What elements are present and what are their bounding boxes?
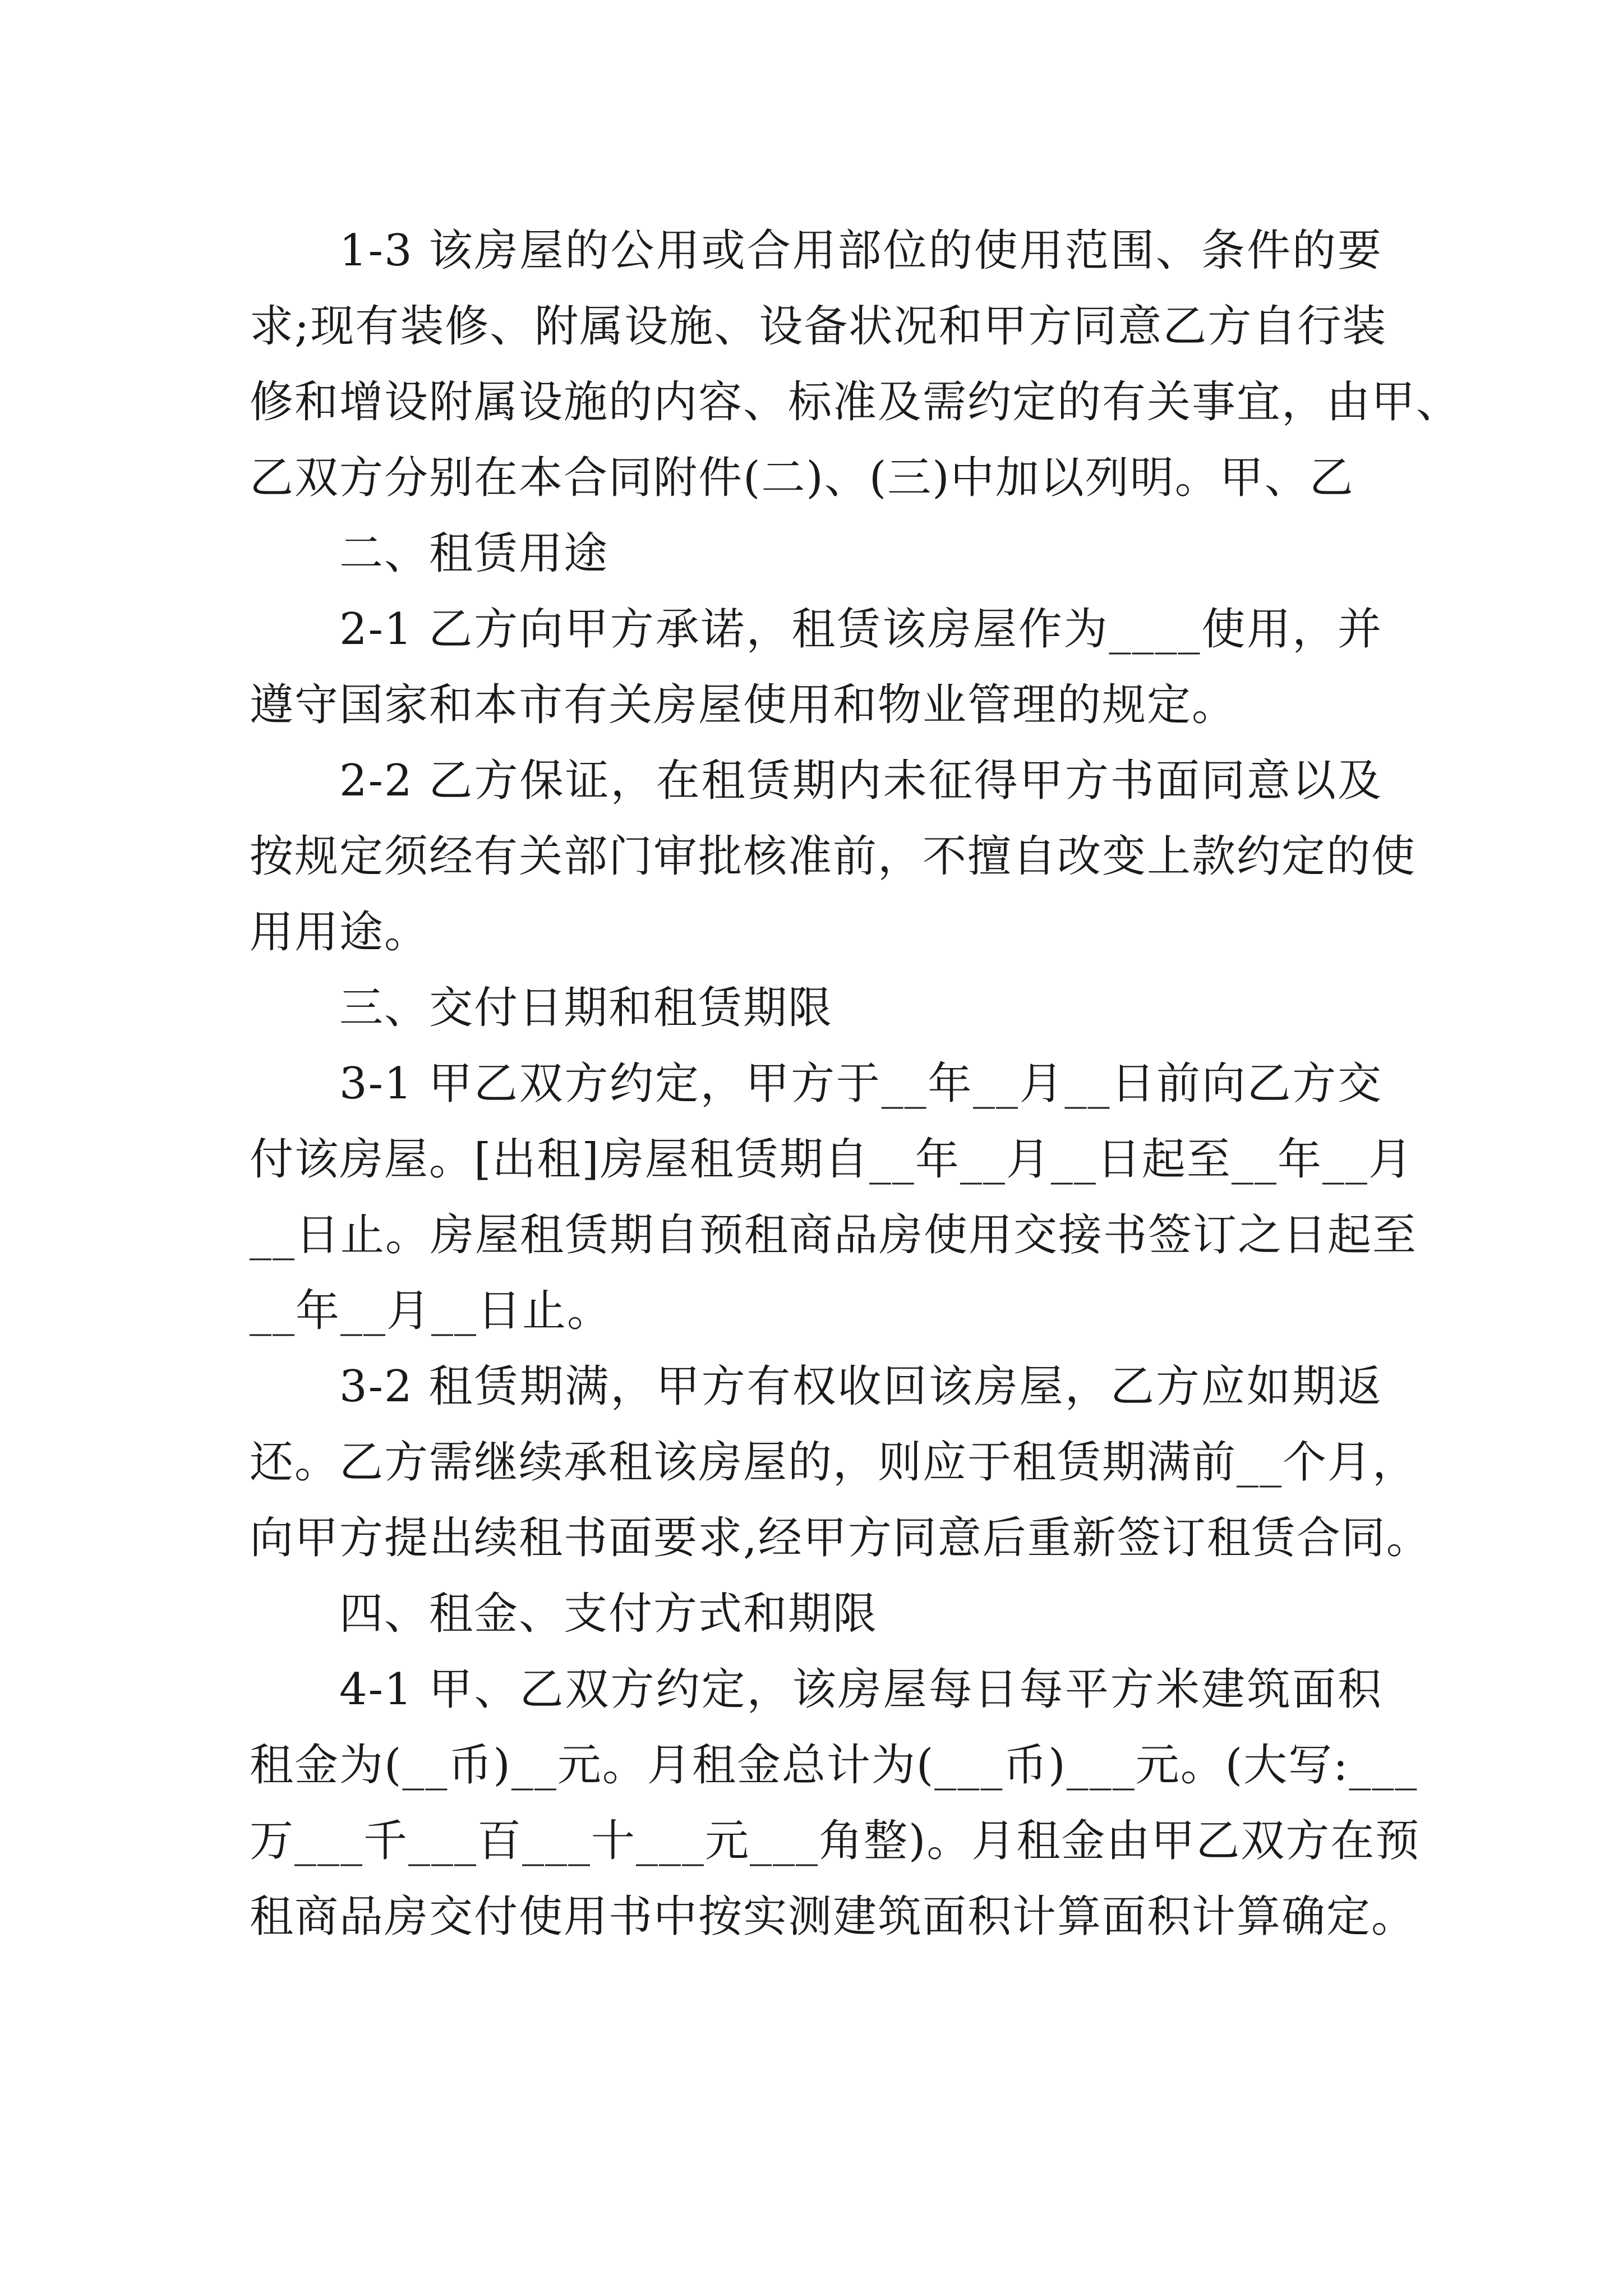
text-line: 1-3 该房屋的公用或合用部位的使用范围、条件的要 [339,226,1382,276]
text-line: 万___千___百___十___元___角整)。月租金由甲乙双方在预 [250,1816,1421,1866]
text-line: 按规定须经有关部门审批核准前，不擅自改变上款约定的使 [250,831,1417,882]
text-line: 付该房屋。[出租]房屋租赁期自__年__月__日起至__年__月 [250,1134,1413,1185]
text-line: 还。乙方需继续承租该房屋的，则应于租赁期满前__个月， [250,1437,1418,1488]
text-line: 2-1 乙方向甲方承诺，租赁该房屋作为____使用，并 [339,604,1382,655]
text-line: 租商品房交付使用书中按实测建筑面积计算面积计算确定。 [250,1892,1417,1942]
text-line: 租金为(__币)__元。月租金总计为(___币)___元。(大写:___ [250,1740,1418,1791]
section-heading: 三、交付日期和租赁期限 [339,983,833,1033]
text-line: 2-2 乙方保证，在租赁期内未征得甲方书面同意以及 [339,756,1382,806]
text-line: 求;现有装修、附属设施、设备状况和甲方同意乙方自行装 [250,301,1387,352]
text-line: __年__月__日止。 [250,1286,612,1336]
text-line: 遵守国家和本市有关房屋使用和物业管理的规定。 [250,680,1237,730]
section-heading: 二、租赁用途 [339,528,609,579]
text-line: 修和增设附属设施的内容、标准及需约定的有关事宜，由甲、 [250,377,1461,427]
text-line: __日止。房屋租赁期自预租商品房使用交接书签订之日起至 [250,1210,1418,1260]
text-line: 3-1 甲乙双方约定，甲方于__年__月__日前向乙方交 [339,1059,1382,1109]
document-body [250,213,1461,1955]
text-line: 乙双方分别在本合同附件(二)、(三)中加以列明。甲、乙 [250,453,1354,503]
text-line: 3-2 租赁期满，甲方有权收回该房屋，乙方应如期返 [339,1361,1382,1412]
section-heading: 四、租金、支付方式和期限 [339,1589,878,1639]
text-line: 向甲方提出续租书面要求,经甲方同意后重新签订租赁合同。 [250,1513,1431,1563]
text-line: 4-1 甲、乙双方约定，该房屋每日每平方米建筑面积 [339,1664,1382,1715]
text-line: 用用途。 [250,907,430,958]
